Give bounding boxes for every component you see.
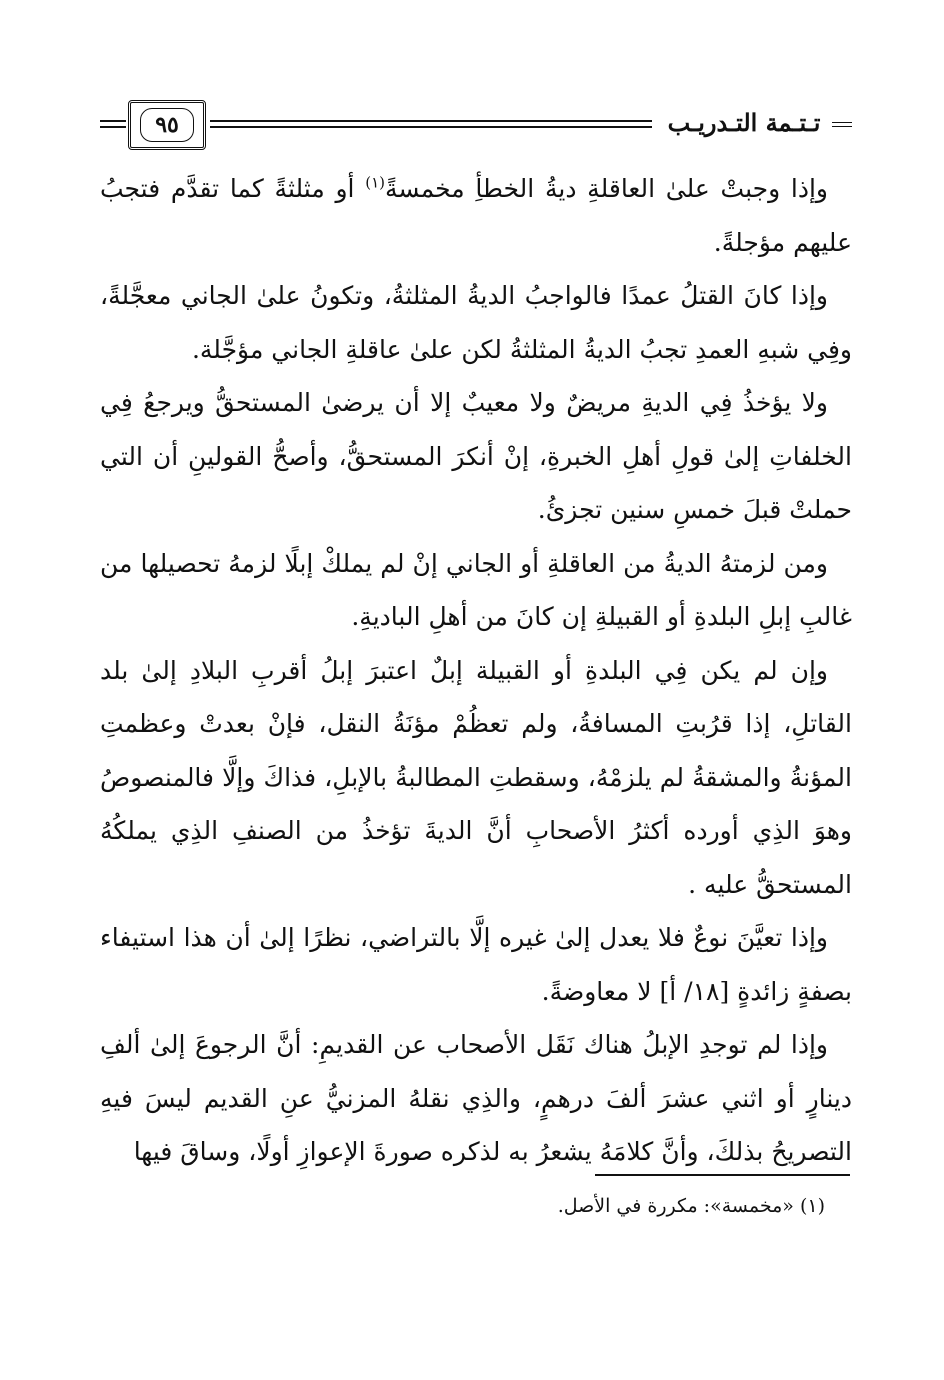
header-rule-left [100,120,126,128]
paragraph-7: وإذا لم توجدِ الإبلُ هناك نَقَل الأصحاب عن القديمِ: أنَّ الرجوعَ إلىٰ ألفِ دينارٍ أو اثني عشرَ ألفَ درهمٍ، والذِي نقلهُ المزنيُّ عنِ القديم ليسَ فيهِ التصريحُ بذلكَ، وأنَّ كلامَهُ يشعرُ به لذكره صورةَ الإعوازِ أولًا، وساقَ فيها [100,1030,852,1166]
paragraph-5: وإن لم يكن فِي البلدةِ أو القبيلة إبلٌ اعتبرَ إبلُ أقربِ البلادِ إلىٰ بلد القاتلِ، إذا قرُبتِ المسافةُ، ولم تعظُمْ مؤنَةُ النقل، فإنْ بعدتْ وعظمتِ المؤنةُ والمشقةُ لم يلزمْهُ، وسقطتِ المطالبةُ بالإبلِ، فذاكَ وإلَّا فالمنصوصُ وهوَ الذِي أورده أكثرُ الأصحابِ أنَّ الديةَ تؤخذُ من الصنفِ الذِي يملكُهُ المستحقُّ عليه . [100,655,853,899]
paragraph-6: وإذا تعيَّنَ نوعٌ فلا يعدل إلىٰ غيره إلَّا بالتراضي، نظرًا إلىٰ أن هذا استيفاء بصفةٍ زائدةٍ [١٨/ أ] لا معاوضةً. [100,923,852,1006]
paragraph-1-text-end: أو مثلثةً كما تقدَّم فتجبُ عليهم مؤجلةً. [100,174,852,257]
paragraph-1 [100,162,852,269]
footnote-marker: (١) [799,1195,825,1217]
paragraph-2: وإذا كانَ القتلُ عمدًا فالواجبُ الديةُ المثلثةُ، وتكونُ علىٰ الجاني معجَّلةً، وفِي شبهِ العمدِ تجبُ الديةُ المثلثةُ لكن علىٰ عاقلةِ الجاني مؤجَّلة. [100,281,852,364]
paragraph-1-text-start: وإذا وجبتْ علىٰ العاقلةِ ديةُ الخطأِ مخمسةً [384,174,828,203]
header-rule-right [832,122,852,127]
paragraph-3: ولا يؤخذُ فِي الديةِ مريضٌ ولا معيبٌ إلا أن يرضىٰ المستحقُّ ويرجعُ فِي الخلفاتِ إلىٰ قولِ أهلِ الخبرةِ، إنْ أنكرَ المستحقُّ، وأصحُّ القولينِ أن التي حملتْ قبلَ خمسِ سنين تجزئُ. [100,388,852,524]
header-rule-middle [210,120,652,128]
page-number: ٩٥ [140,108,194,142]
footnote-separator [595,1174,850,1176]
running-title: تـتـمة التـدريـب [667,108,821,137]
footnote-reference: (١) [365,173,385,192]
paragraph-4: ومن لزمتهُ الديةُ من العاقلةِ أو الجاني إنْ لم يملكْ إبلًا لزمهُ تحصيلها من غالبِ إبلِ البلدةِ أو القبيلةِ إن كانَ من أهلِ الباديةِ. [100,548,852,631]
footnote-text: «مخمسة»: مكررة في الأصل. [557,1195,800,1217]
body-text [100,162,852,1179]
footnote-1 [100,1190,825,1222]
page-header [100,100,852,152]
page-number-frame [128,100,206,150]
